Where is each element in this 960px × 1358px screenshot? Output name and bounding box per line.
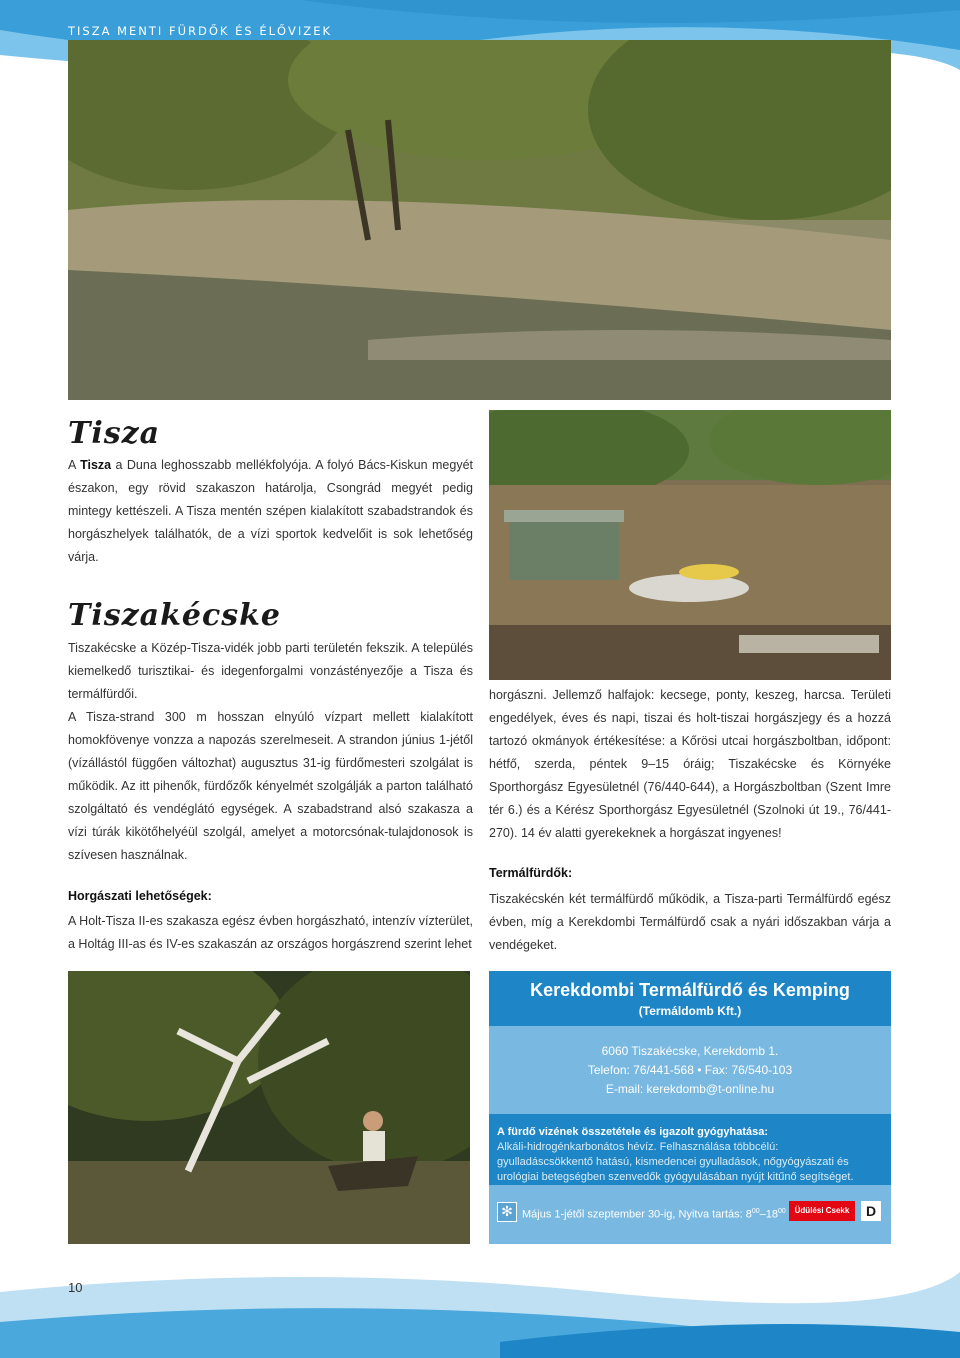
d-badge: D [861,1201,881,1221]
opening-text: Május 1-jétől szeptember 30-ig, Nyitva tartás: 8 [522,1208,752,1221]
sun-snowflake-icon: ✻ [497,1202,517,1222]
fisherman-photo [68,971,470,1244]
tisza-text-post: a Duna leghosszabb mellékfolyója. A folyó Bács-Kiskun megyét északon, egy rövid szakaszon határolja, Csongrád megyét pedig mintegy kettészeli. A Tisza mentén szépen kialakított szabadstrandok és horgászhelyek találhatók, de a vízi sportok kedvelőit is sok lehetőség várja. [68,458,473,564]
fishing-text-left: A Holt-Tisza II-es szakasza egész évben horgászható, intenzív vízterület, a Holtág III-as és IV-es szakaszán az országos horgászrend szerint lehet [68,914,473,951]
thermal-text: Tiszakécskén két termálfürdő működik, a Tisza-parti Termálfürdő egész évben, míg a Kerekdombi Termálfürdő csak a nyári időszakban várja a vendégeket. [489,892,891,952]
tiszakecske-text [68,637,473,867]
river-bank-photo [68,40,891,400]
health-line-2: gyulladáscsökkentő hatású, kismedencei gyulladások, nőgyógyászati és urológiai betegségben szenvedők gyógyulásában nyújt kitűnő segítséget. [497,1156,854,1183]
info-title: Kerekdombi Termálfürdő és Kemping [530,980,850,1000]
info-subtitle: (Termáldomb Kft.) [638,1004,742,1018]
footer-wave-graphic [0,1252,960,1358]
running-title: TISZA MENTI FÜRDŐK ÉS ÉLŐVIZEK [68,24,332,38]
tisza-paragraph [68,454,473,569]
tisza-heading: Tisza [68,416,161,451]
udulesi-csekk-logo: Üdülési Csekk [789,1201,855,1221]
footer-wave-band [0,1252,960,1358]
fishing-heading: Horgászati lehetőségek: [68,889,212,903]
opening-mid: –18 [759,1208,779,1221]
fishing-text-right: horgászni. Jellemző halfajok: kecsege, ponty, keszeg, harcsa. Területi engedélyek, éves és napi, tiszai és holt-tiszai horgászjegy és a hozzá tartozó okmányok értékesítése: a Kőrösi utcai horgászboltban, időpont: hétfő, szerda, péntek 9–15 óráig; Tiszakécske és Környéke Sporthorgász Egyesületnél (76/440-644), a Horgászboltban (Szent Imre tér 6.) és a Kérész Sporthorgász Egyesületnél (Szolnoki út 19., 76/441-270). 14 év alatti gyerekeknek a horgászat ingyenes! [489,688,891,840]
page-number: 10 [68,1280,83,1295]
info-contact [489,1026,891,1114]
houseboat-photo [489,410,891,680]
health-line-1: Alkáli-hidrogénkarbonátos hévíz. Felhasználása többcélú: [497,1141,779,1153]
health-heading: A fürdő vizének összetétele és igazolt gyógyhatása: [497,1126,769,1138]
info-opening [489,1185,891,1244]
info-phone: Telefon: 76/441-568 • Fax: 76/540-103 [587,1063,793,1077]
thermal-heading: Termálfürdők: [489,866,573,880]
opening-sup-1: 00 [751,1208,760,1215]
info-email[interactable]: E-mail: kerekdomb@t-online.hu [605,1082,775,1096]
opening-hours [522,1208,786,1221]
tiszakecske-para-1: Tiszakécske a Közép-Tisza-vidék jobb parti területén fekszik. A település kiemelkedő turisztikai- és idegenforgalmi vonzástényezője a Tisza és termálfürdői. [68,641,473,701]
kerekdomb-info-box [489,971,891,1244]
opening-sup-2: 00 [778,1208,786,1215]
tisza-text-bold: Tisza [80,458,112,472]
tisza-text-pre: A [68,458,81,472]
info-address: 6060 Tiszakécske, Kerekdomb 1. [601,1044,779,1058]
info-title-bar [489,971,891,1026]
tiszakecske-heading: Tiszakécske [68,598,281,633]
tiszakecske-para-2: A Tisza-strand 300 m hosszan elnyúló vízpart mellett kialakított homokfövenye vonzza a napozás szerelmeseit. A strandon június 1-jétől (vízállástól függően változhat) augusztus 31-ig fürdőmesteri szolgálat is működik. Az itt pihenők, fürdőzők kényelmét szolgálják a parton található szolgáltató és vendéglátó egységek. A szabadstrand alsó szakasza a vízi túrák kikötőhelyéül szolgál, amelyet a motorcsónak-tulajdonosok is szívesen használnak. [68,710,473,862]
info-health [489,1114,891,1185]
